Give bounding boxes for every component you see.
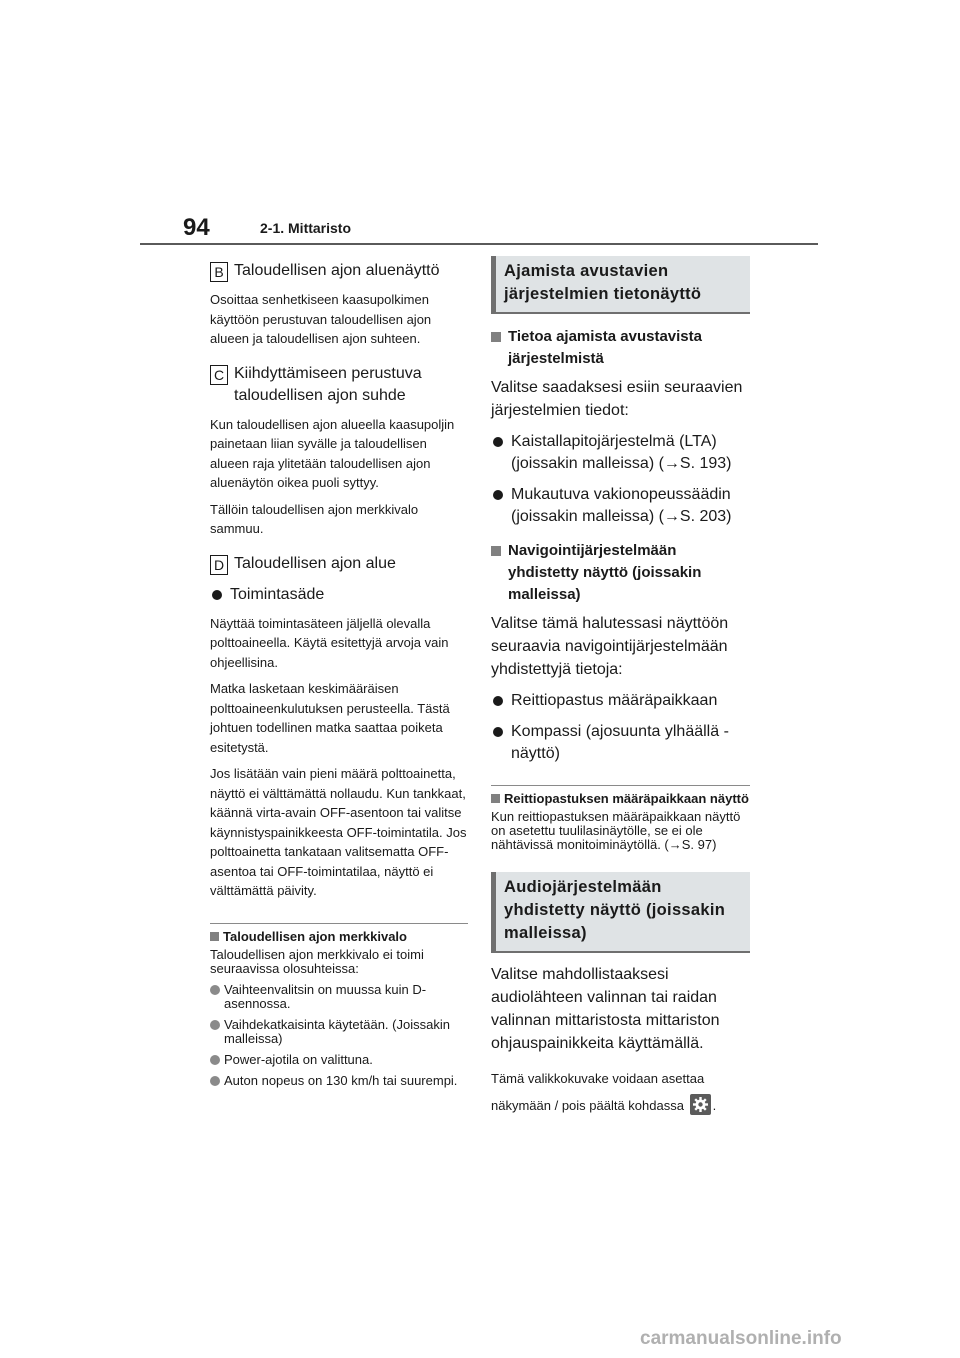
navigation-subheading-text: Navigointijärjestelmään yhdistetty näyttö (joissakin malleissa) (508, 542, 702, 603)
audio-note (491, 1065, 750, 1119)
note-list-item-text: Vaihdekatkaisinta käytetään. (Joissakin malleissa) (224, 1016, 450, 1046)
driver-assist-bullet (491, 431, 750, 475)
route-guidance-note-title: Reittiopastuksen määräpaikkaan näyttö (504, 791, 749, 806)
item-b-text: Osoittaa senhetkiseen kaasupolkimen käyttöön perustuvan taloudellisen ajon alueen ja taloudellisen ajon suhteen. (210, 292, 432, 346)
eco-indicator-note-intro: Taloudellisen ajon merkkivalo ei toimi seuraavissa olosuhteissa: (210, 946, 424, 976)
bullet-dot-icon (493, 727, 503, 737)
driver-assist-bullet-text: Kaistallapitojärjestelmä (LTA) (joissakin malleissa) (→S. 193) (511, 433, 732, 472)
item-b-title: Taloudellisen ajon aluenäyttö (234, 262, 440, 279)
section-title: 2-1. Mittaristo (260, 220, 352, 236)
right-column (491, 256, 750, 1119)
bullet-dot-icon (210, 1076, 220, 1086)
route-guidance-note-heading (491, 791, 750, 807)
note-divider (491, 785, 750, 786)
letter-d-badge: D (210, 555, 228, 575)
navigation-text: Valitse tämä halutessasi näyttöön seuraavia navigointijärjestelmään yhdistettyjä tietoja: (491, 615, 729, 678)
note-list-item-text: Power-ajotila on valittuna. (224, 1051, 373, 1067)
audio-heading-band: Audiojärjestelmään yhdistetty näyttö (joissakin malleissa) (491, 872, 750, 953)
driver-assist-bullet-text: Mukautuva vakionopeussäädin (joissakin malleissa) (→S. 203) (511, 486, 732, 525)
note-list-item (210, 1074, 468, 1088)
range-text-3: Jos lisätään vain pieni määrä polttoainetta, näyttö ei välttämättä nollaudu. Kun tankkaat, käännä virta-avain OFF-asentoon tai valitse käynnistyspainikkeesta OFF-toimintatila. Jos polttoainetta tankataan valitsematta OFF-asentoa tai OFF-toimintatilaa, näyttö ei välttämättä päivity. (210, 766, 467, 898)
item-c-text-2: Tällöin taloudellisen ajon merkkivalo sammuu. (210, 501, 419, 536)
note-list-item-text: Auton nopeus on 130 km/h tai suurempi. (224, 1072, 458, 1088)
bullet-dot-icon (493, 696, 503, 706)
watermark: carmanualsonline.info (640, 1328, 842, 1349)
page-number: 94 (183, 214, 210, 241)
item-d-title: Taloudellisen ajon alue (234, 554, 396, 572)
note-list-item (210, 1053, 468, 1067)
square-bullet-icon (491, 546, 501, 556)
navigation-subheading (491, 540, 750, 606)
letter-b-badge: B (210, 262, 228, 282)
note-list-item (210, 983, 468, 1011)
navigation-bullet (491, 690, 750, 712)
range-bullet (210, 584, 468, 606)
route-guidance-note-text: Kun reittiopastuksen määräpaikkaan näyttö on asetettu tuulilasinäytölle, se ei ole nähtävissä monitoiminäytöllä. (→S. 97) (491, 809, 741, 852)
eco-indicator-note-title: Taloudellisen ajon merkkivalo (223, 928, 407, 944)
item-d-heading (210, 553, 468, 575)
letter-c-badge: C (210, 365, 228, 385)
square-bullet-icon (491, 794, 500, 803)
square-bullet-icon (491, 332, 501, 342)
audio-note-text: Tämä valikkokuvake voidaan asettaa näkymään / pois päältä kohdassa (491, 1071, 705, 1113)
item-c-heading (210, 363, 468, 407)
note-divider (210, 923, 468, 924)
item-b-heading (210, 260, 468, 282)
range-text-2: Matka lasketaan keskimääräisen polttoaineenkulutuksen perusteella. Tästä johtuen todellinen matka saattaa poiketa esitetystä. (210, 681, 450, 755)
eco-indicator-note-heading (210, 929, 468, 945)
driver-assist-subheading (491, 326, 750, 370)
bullet-dot-icon (210, 1055, 220, 1065)
driver-assist-text: Valitse saadaksesi esiin seuraavien järjestelmien tiedot: (491, 379, 743, 419)
navigation-bullet (491, 721, 750, 765)
driver-assist-subheading-text: Tietoa ajamista avustavista järjestelmistä (508, 328, 702, 367)
header-rule (140, 243, 818, 245)
audio-note-end: . (712, 1098, 717, 1113)
left-column (210, 256, 468, 1088)
range-text-1: Näyttää toimintasäteen jäljellä olevalla polttoaineella. Käytä esitettyjä arvoja vain ohjeellisina. (210, 615, 449, 670)
range-title: Toimintasäde (230, 585, 325, 603)
bullet-dot-icon (210, 1020, 220, 1030)
navigation-bullet-text: Kompassi (ajosuunta ylhäällä -näyttö) (511, 723, 729, 762)
bullet-dot-icon (493, 437, 503, 447)
navigation-bullet-text: Reittiopastus määräpaikkaan (511, 692, 718, 709)
note-list-item (210, 1018, 468, 1046)
gear-icon (690, 1094, 711, 1115)
audio-text: Valitse mahdollistaaksesi audiolähteen valinnan tai raidan valinnan mittaristosta mittariston ohjauspainikkeita käyttämällä. (491, 966, 720, 1052)
bullet-dot-icon (212, 590, 222, 600)
item-c-title: Kiihdyttämiseen perustuva taloudellisen ajon suhde (234, 364, 422, 404)
driver-assist-bullet (491, 484, 750, 528)
driver-assist-heading-band: Ajamista avustavien järjestelmien tietonäyttö (491, 256, 750, 314)
bullet-dot-icon (493, 490, 503, 500)
note-list-item-text: Vaihteenvalitsin on muussa kuin D-asennossa. (224, 981, 427, 1011)
item-c-text: Kun taloudellisen ajon alueella kaasupoljin painetaan liian syvälle ja taloudellisen alueen raja ylitetään taloudellisen ajon aluenäytön oikea puoli syttyy. (210, 416, 455, 490)
bullet-dot-icon (210, 985, 220, 995)
square-bullet-icon (210, 932, 219, 941)
